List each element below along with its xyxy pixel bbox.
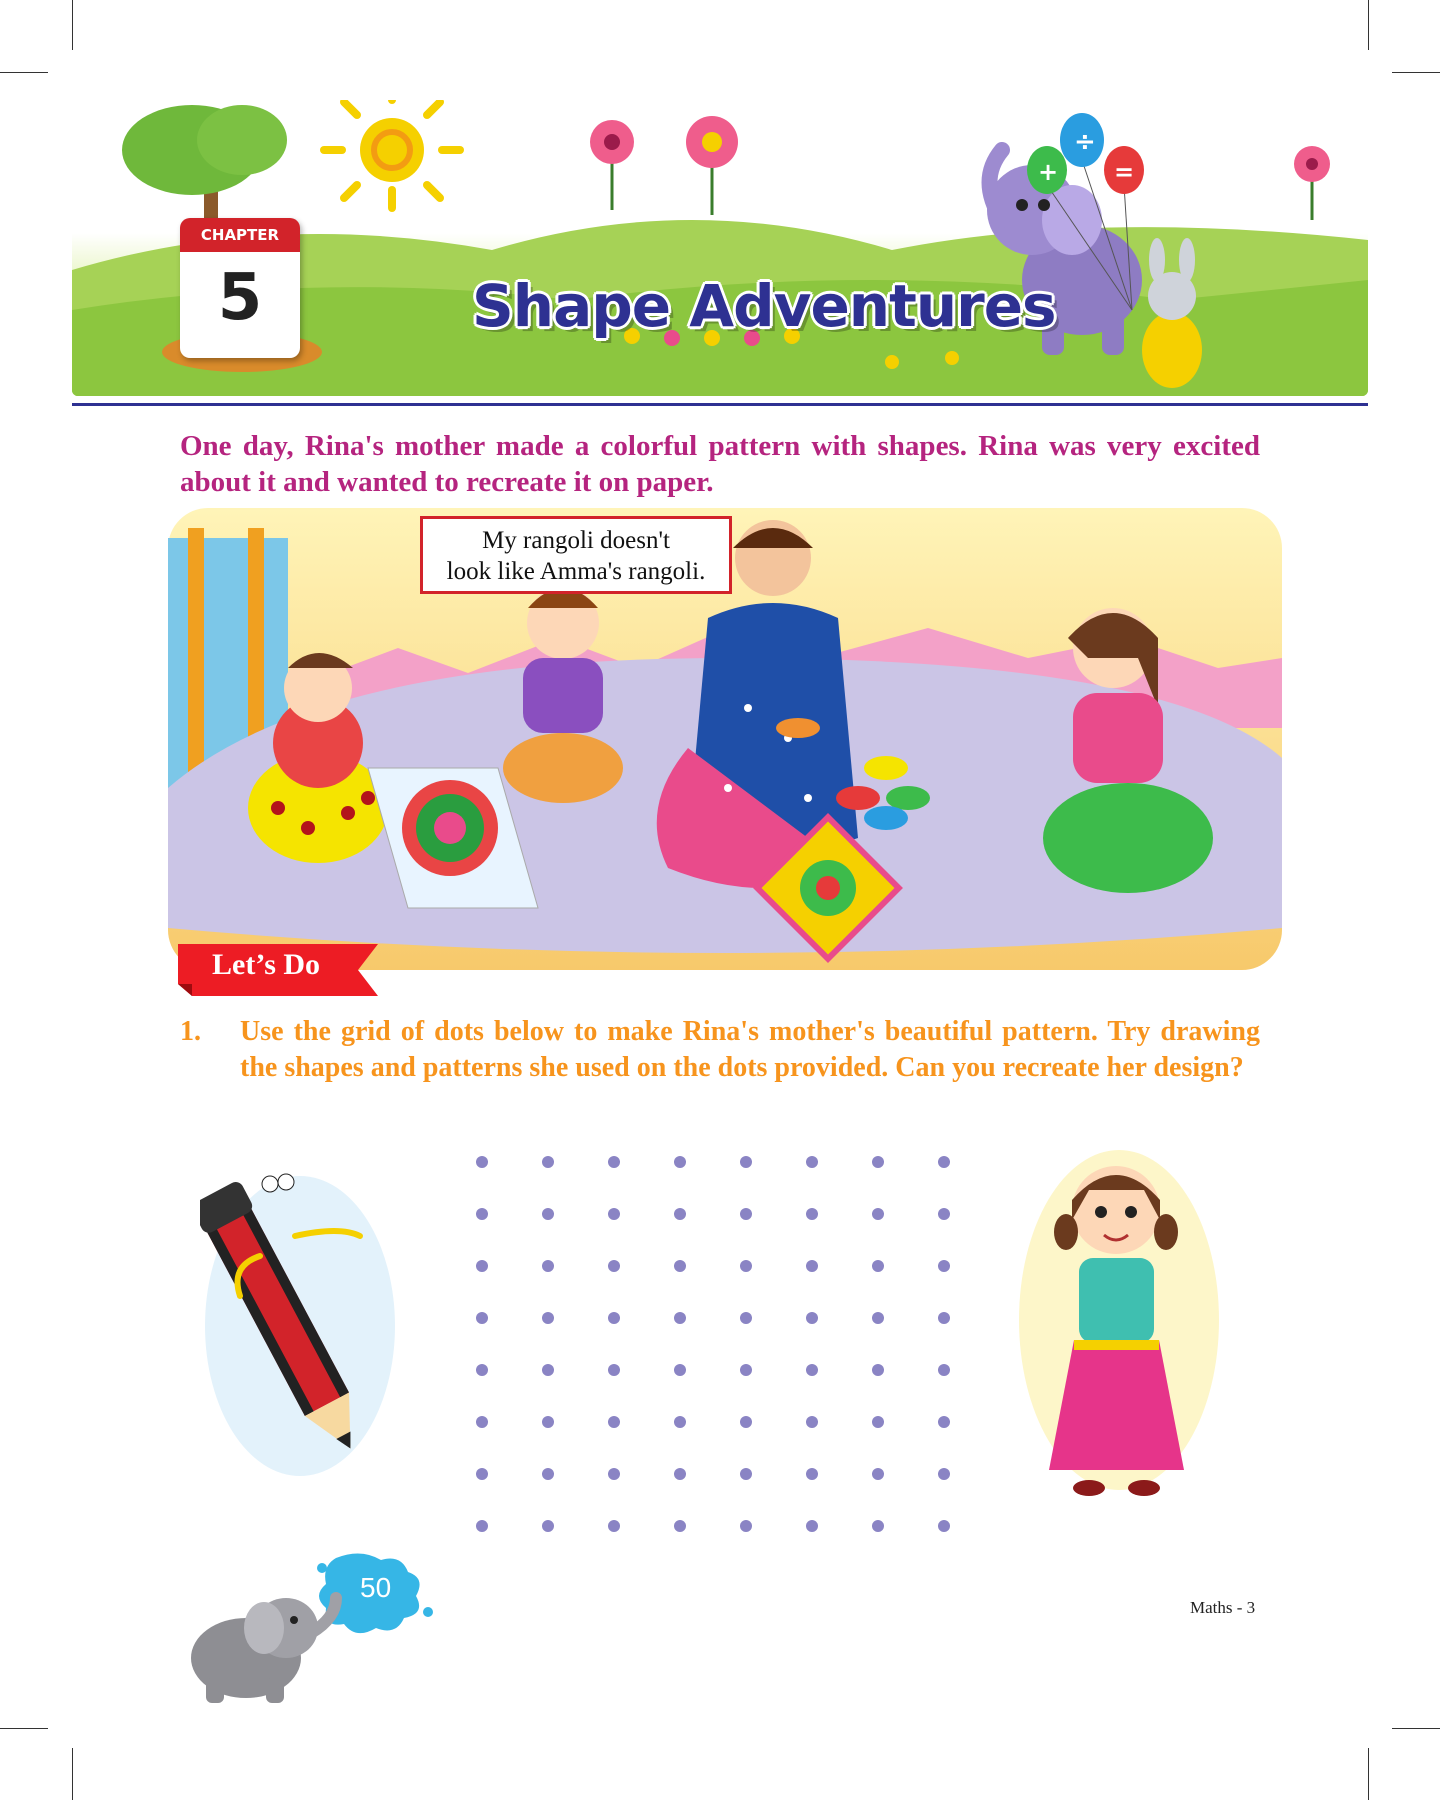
grid-dot (872, 1312, 884, 1324)
grid-dot (542, 1416, 554, 1428)
grid-dot (542, 1468, 554, 1480)
grid-dot (806, 1364, 818, 1376)
grid-dot (608, 1312, 620, 1324)
grid-dot (542, 1364, 554, 1376)
grid-dot (476, 1364, 488, 1376)
chapter-badge (180, 218, 300, 358)
crop-mark (0, 72, 48, 73)
grid-dot (476, 1156, 488, 1168)
grid-dot (542, 1520, 554, 1532)
grid-dot (674, 1416, 686, 1428)
elephant-mascot-icon (176, 1548, 456, 1708)
grid-dot (740, 1260, 752, 1272)
speech-line-1: My rangoli doesn't (482, 527, 670, 554)
grid-dot (938, 1364, 950, 1376)
grid-dot (476, 1520, 488, 1532)
grid-dot (608, 1260, 620, 1272)
svg-text:=: = (1114, 158, 1135, 186)
grid-dot (740, 1416, 752, 1428)
grid-dot (872, 1416, 884, 1428)
grid-dot (872, 1156, 884, 1168)
grid-dot (740, 1208, 752, 1220)
grid-dot (872, 1468, 884, 1480)
grid-dot (674, 1156, 686, 1168)
dot-grid (476, 1156, 960, 1532)
grid-dot (542, 1260, 554, 1272)
task-text: Use the grid of dots below to make Rina's mother's beautiful pattern. Try drawing the shapes and patterns she used on the dots provided. Can you recreate her design? (240, 1016, 1260, 1083)
crop-mark (1368, 1748, 1369, 1800)
grid-dot (476, 1416, 488, 1428)
flower-icon (590, 120, 634, 210)
crop-mark (0, 1728, 48, 1729)
grid-dot (938, 1156, 950, 1168)
crop-mark (72, 1748, 73, 1800)
grid-dot (872, 1520, 884, 1532)
grid-dot (806, 1416, 818, 1428)
grid-dot (542, 1208, 554, 1220)
grid-dot (674, 1468, 686, 1480)
chapter-banner (72, 100, 1368, 396)
grid-dot (674, 1260, 686, 1272)
grid-dot (806, 1520, 818, 1532)
speech-bubble (420, 516, 732, 594)
speech-line-2: look like Amma's rangoli. (446, 558, 706, 585)
grid-dot (872, 1364, 884, 1376)
grid-dot (608, 1416, 620, 1428)
grid-dot (476, 1312, 488, 1324)
grid-dot (938, 1260, 950, 1272)
grid-dot (674, 1312, 686, 1324)
grid-dot (938, 1416, 950, 1428)
crop-mark (1392, 1728, 1440, 1729)
grid-dot (476, 1208, 488, 1220)
grid-dot (938, 1520, 950, 1532)
footer-subject: Maths - 3 (1190, 1598, 1256, 1617)
grid-dot (806, 1468, 818, 1480)
grid-dot (674, 1520, 686, 1532)
page-number: 50 (360, 1572, 392, 1603)
grid-dot (740, 1156, 752, 1168)
grid-dot (476, 1468, 488, 1480)
rina-character-icon (1004, 1140, 1234, 1510)
grid-dot (542, 1156, 554, 1168)
grid-dot (608, 1468, 620, 1480)
grid-dot (872, 1260, 884, 1272)
grid-dot (806, 1156, 818, 1168)
crop-mark (72, 0, 73, 50)
intro-paragraph: One day, Rina's mother made a colorful pattern with shapes. Rina was very excited about it and wanted to recreate it on paper. (180, 430, 1260, 498)
grid-dot (674, 1208, 686, 1220)
flower-icon (686, 116, 738, 215)
grid-dot (872, 1208, 884, 1220)
chapter-number: 5 (217, 261, 263, 335)
grid-dot (674, 1364, 686, 1376)
grid-dot (476, 1260, 488, 1272)
grid-dot (938, 1312, 950, 1324)
sun-icon (324, 100, 460, 208)
svg-text:+: + (1038, 158, 1059, 186)
grid-dot (542, 1312, 554, 1324)
grid-dot (938, 1208, 950, 1220)
grid-dot (938, 1468, 950, 1480)
task-number: 1. (180, 1016, 201, 1047)
grid-dot (806, 1260, 818, 1272)
grid-dot (608, 1520, 620, 1532)
section-label: Let’s Do (212, 948, 321, 981)
pencil-character-icon (200, 1166, 410, 1496)
grid-dot (740, 1312, 752, 1324)
grid-dot (806, 1208, 818, 1220)
grid-dot (740, 1520, 752, 1532)
header-rule (72, 403, 1368, 406)
flower-icon (1294, 146, 1330, 220)
crop-mark (1392, 72, 1440, 73)
grid-dot (740, 1364, 752, 1376)
grid-dot (608, 1364, 620, 1376)
grid-dot (740, 1468, 752, 1480)
chapter-label: CHAPTER (180, 218, 300, 252)
chapter-title: Shape Adventures (472, 272, 1056, 340)
grid-dot (608, 1208, 620, 1220)
svg-text:÷: ÷ (1074, 127, 1096, 157)
crop-mark (1368, 0, 1369, 50)
grid-dot (608, 1156, 620, 1168)
grid-dot (806, 1312, 818, 1324)
